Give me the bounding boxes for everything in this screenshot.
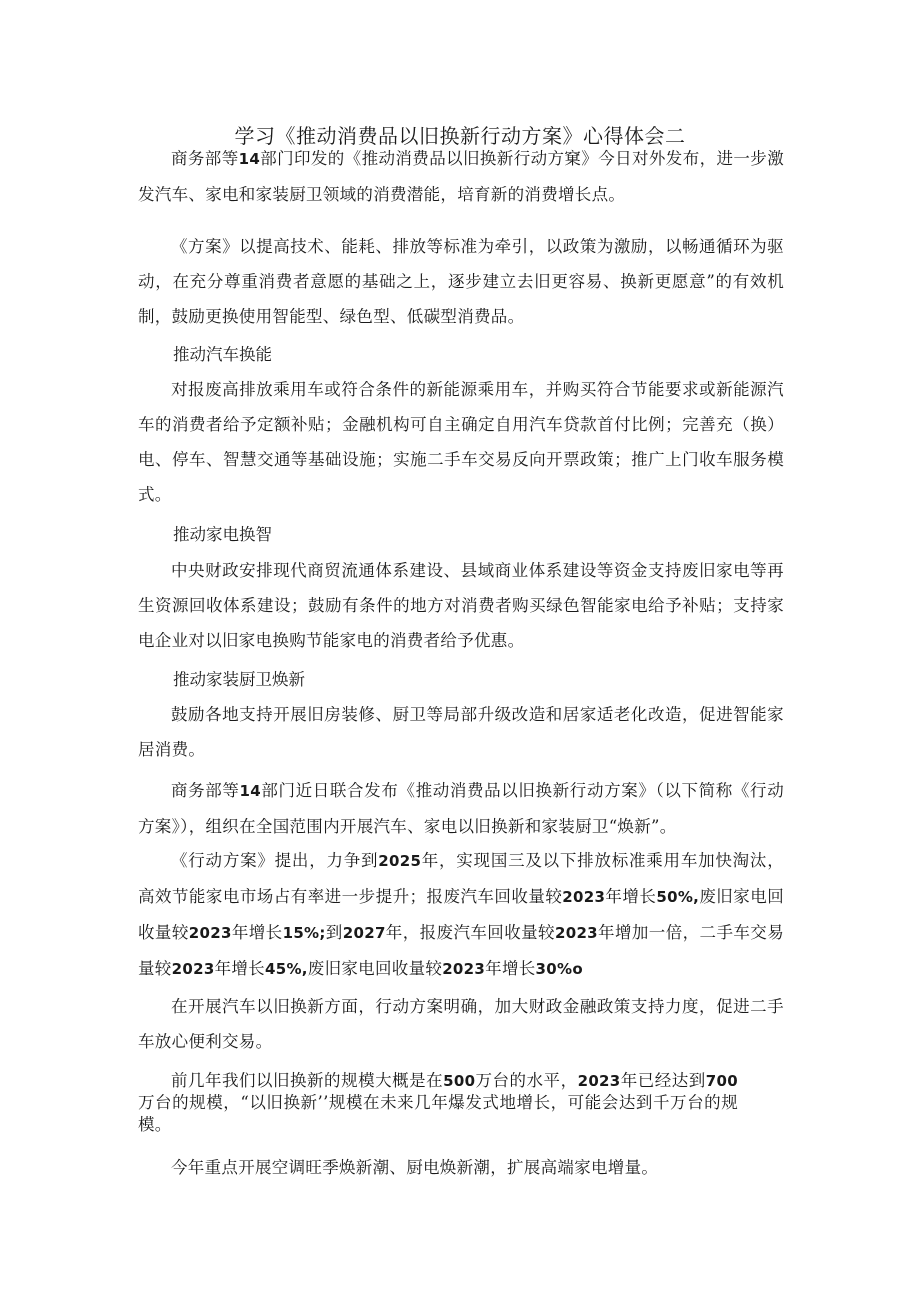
section-heading-appliance: 推动家电换智: [173, 525, 272, 544]
section-body-auto: 对报废高排放乘用车或符合条件的新能源乘用车，并购买符合节能要求或新能源汽车的消费者给予定额补贴；金融机构可自主确定自用汽车贷款首付比例；完善充（换）电、停车、智慧交通等基础设施；实施二手车交易反向开票政策；推广上门收车服务模式。: [138, 380, 784, 504]
targets-paragraph: 《行动方案》提出，力争到2025年，实现国三及以下排放标准乘用车加快淘汰，高效节能家电市场占有率进一步提升；报废汽车回收量较2023年增长50%,废旧家电回收量较2023年增长15%;到2027年，报废汽车回收量较2023年增加一倍，二手车交易量较2023年增长45%,废旧家电回收量较2023年增长30%o: [138, 851, 785, 978]
plan-summary-paragraph: 《方案》以提高技术、能耗、排放等标准为牵引，以政策为激励，以畅通循环为驱动，在充分尊重消费者意愿的基础之上，逐步建立去旧更容易、换新更愿意”的有效机制，鼓励更换使用智能型、绿色型、低碳型消费品。: [138, 237, 784, 326]
joint-release-paragraph: 商务部等14部门近日联合发布《推动消费品以旧换新行动方案》（以下简称《行动方案》），组织在全国范围内开展汽车、家电以旧换新和家装厨卫“焕新”。: [138, 781, 784, 836]
auto-support-paragraph: 在开展汽车以旧换新方面，行动方案明确，加大财政金融政策支持力度，促进二手车放心便利交易。: [138, 997, 784, 1051]
section-body-appliance: 中央财政安排现代商贸流通体系建设、县域商业体系建设等资金支持废旧家电等再生资源回收体系建设；鼓励有条件的地方对消费者购买绿色智能家电给予补贴；支持家电企业对以旧家电换购节能家电的消费者给予优惠。: [138, 561, 784, 650]
document-title: 学习《推动消费品以旧换新行动方案》心得体会二: [234, 124, 686, 148]
intro-paragraph: 商务部等14部门印发的《推动消费品以旧换新行动方窠》今日对外发布，进一步激发汽车、家电和家装厨卫领域的消费潜能，培育新的消费增长点。: [138, 149, 784, 204]
section-body-home: 鼓励各地支持开展旧房装修、厨卫等局部升级改造和居家适老化改造，促进智能家居消费。: [138, 705, 784, 759]
scale-paragraph: 前几年我们以旧换新的规模大概是在500万台的水平，2023年已经达到700万台的规模，“以旧换新’’规模在未来几年爆发式地增长，可能会达到千万台的规模。: [138, 1071, 738, 1134]
section-heading-auto: 推动汽车换能: [173, 345, 272, 364]
section-heading-home: 推动家装厨卫焕新: [173, 670, 305, 689]
focus-paragraph: 今年重点开展空调旺季焕新潮、厨电焕新潮，扩展高端家电增量。: [171, 1158, 659, 1177]
